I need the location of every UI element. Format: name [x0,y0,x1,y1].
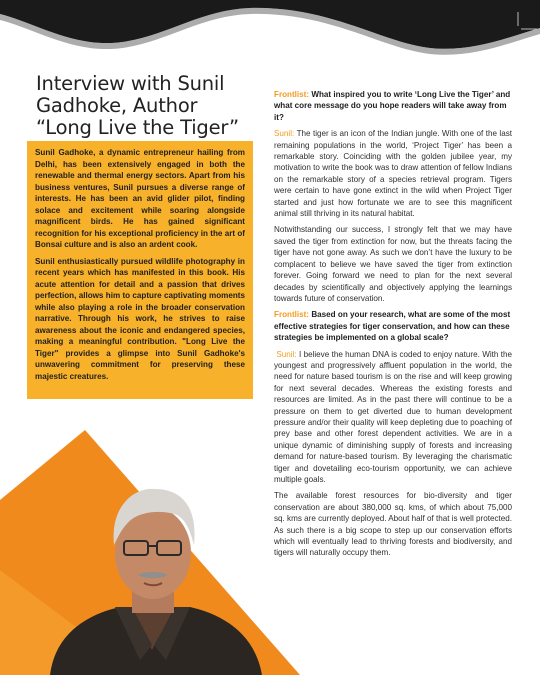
crop-mark-icon [517,12,537,32]
interview-answer [274,128,512,219]
answer-text: The tiger is an icon of the Indian jungle. With one of the last remaining populations in the world, ‘Project Tiger’ has been a remarkable story. Coinciding with the golden jubilee year, my motivation to write the book was to draw attention of fellow Indians on the remarkable story of a species retrieval program. Tigers were certain to have gone extinct in the wild when Project Tiger started and just how fortunate we are to see this magnificent animal still thriving in its natural habitat. [274,129,512,219]
question-text: Based on your research, what are some of the most effective strategies for tiger conservation, and how can these strategies be implemented on a global scale? [274,310,511,343]
interviewer-label: Frontlist: [274,90,310,99]
interview-answer [274,349,512,486]
interview-question [274,309,512,343]
interview-column [274,89,512,564]
answer-text: The available forest resources for bio-diversity and tiger conservation are about 380,000 sq. kms, of which about 75,000 sq. kms are currently deployed. About half of that is well protected. As such there is a big scope to step up our conservation efforts which will eventually lead to thriving forests and biodiversity, and tigers will naturally occupy them. [274,491,512,558]
author-label: Sunil: [274,129,295,139]
bio-paragraph: Sunil Gadhoke, a dynamic entrepreneur hailing from Delhi, has been extensively engaged in both the renewable and thermal energy sectors. Apart from his business ventures, Sunil pursues a diverse range of interests. He has been an avid glider pilot, finding solace and excitement while soaring alongside magnificent birds. He has gained significant recognition for his exceptional proficiency in the art of Bonsai culture and is also an ardent cook. [35,148,245,249]
interviewer-label: Frontlist: [274,310,310,320]
top-wave-decoration [0,0,540,70]
question-text: What inspired you to write ‘Long Live the Tiger’ and what core message do you hope readers will take away from it? [274,90,511,122]
author-label: Sunil: [276,349,297,359]
author-portrait-image [40,475,270,675]
answer-text: I believe the human DNA is coded to enjoy nature. With the youngest and progressively affluent population in the world, the need for nature based tourism is on the rise and will keep growing for next several decades. Whereas the existing forests and resources are limited. As in the past there will continue to be a pressure on them to get diverted due to human development pressure and/or their quality will keep depleting due to poaching of prey base and other forest dependent activities. We are in a unique dynamic of diminishing supply of forests and increasing demand for nature-based tourism. By leveraging the charismatic tiger and dovetailing eco-tourism opportunity, we can achieve multiple goals. [274,349,512,484]
author-bio-box [27,141,253,399]
interview-question [274,89,512,123]
bio-paragraph: Sunil enthusiastically pursued wildlife photography in recent years which has manifested in this book. His acute attention for detail and a passion that drives perfection, allows him to capture captivating moments while also playing a role in the broader conservation narrative. Through his work, he strives to raise awareness about the iconic and endangered species, making a meaningful contribution. "Long Live the Tiger" provides a glimpse into Sunil Gadhoke's unwavering commitment for preserving these majestic creatures. [35,256,245,381]
article-title: Interview with Sunil Gadhoke, Author “Long Live the Tiger” [36,72,239,139]
answer-text: Notwithstanding our success, I strongly felt that we may have saved the tiger from extinction for now, but the threats facing the tiger have not gone away. As such we don’t have the luxury to be complacent to believe we have saved the tiger from extinction forever. Going forward we need to plan for the next several decades by scientifically and objectively applying the learnings towards future of conservation. [274,225,512,303]
